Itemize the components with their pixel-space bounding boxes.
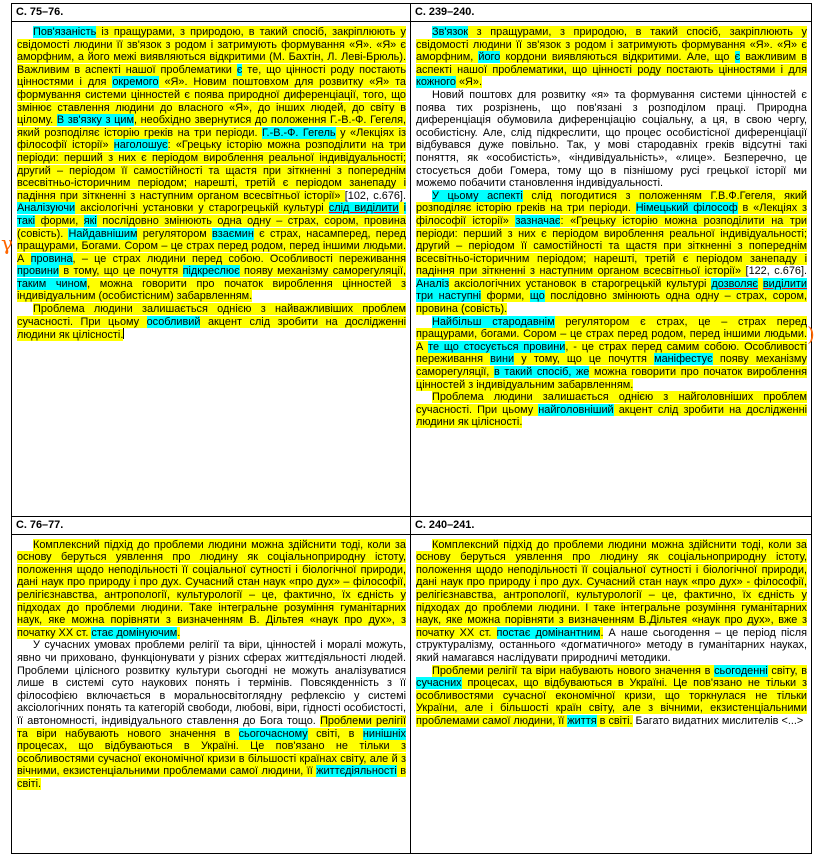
text-run-cyan-highlight: підкреслює [182, 265, 240, 278]
text-run-yellow-highlight: послідовно змінюють одна одну – страх, сором, провина (совість). [17, 214, 406, 240]
text-run: У сучасних умовах проблеми релігії та віри, цінностей і моралі можуть, явно чи приховано, функціонувати у різних сферах життєдіяльності людей. Проблеми цілісного розвитку культури сьогодні не можуть аналізуватися лише в системі суто наукових понять і термінів. Повсякденність з її філософією включається в моральносвітоглядну рефлексію у системі аксіологічних понять та категорій свободи, любові, віри, гідності особистості, її автономності, індивідуального ставлення до Бога тощо. [17, 639, 406, 727]
text-run-cyan-highlight: сьогоденні [714, 664, 768, 677]
paragraph [17, 26, 406, 303]
text-run-cyan-highlight: вини [490, 353, 515, 366]
text-run: [102, с.676]. [344, 189, 406, 202]
header-bottom-right: С. 240–241. [411, 516, 812, 534]
text-run-yellow-highlight: можна говорити про початок вироблення цінностей з індивідуальним забарвленням. [416, 366, 807, 391]
text-run-yellow-highlight: процесах, що відбуваються в Україні. Це пов'язано не тільки з особливостями сучасної економічної кризи в більшості країнах світу, але й з вічними, екзистенціальними проблемами самої людини, її [17, 740, 406, 778]
text-run-yellow-highlight: із пращурами, з природою, в такий спосіб, закріплюють у свідомості людини її зв'язок з родом і затримують формування «Я». «Я» є аморфним, а його межі виявляються відкритими (М. Бахтін, Л. Леві-Брюль). Важливим в аспекті нашої проблематики [17, 26, 406, 76]
text-run-cyan-highlight: дозволяє [711, 277, 758, 290]
text-run-cyan-highlight: У цьому аспекті [432, 189, 523, 202]
header-bottom-left: С. 76–77. [12, 516, 411, 534]
text-run-yellow-highlight: послідовно змінюють одна одну – страх, сором, провина (совість). [416, 290, 808, 316]
text-run-yellow-highlight: . [177, 626, 181, 639]
text-run-cyan-highlight: кожного [416, 76, 456, 89]
cell-top-left [12, 22, 411, 517]
text-run-yellow-highlight: появу механізму саморегуляції, [239, 265, 406, 278]
text-run-cyan-highlight: життя [567, 714, 597, 727]
text-run-cyan-highlight: Аналіз [416, 277, 450, 290]
text-run-yellow-highlight: «Я». Новим поштовхом для розвитку «Я» та формування системи цінностей є поява природної диференціації, того, що змінює ставлення людини до власного «Я», до інших людей, до світу в цілому. [17, 76, 406, 127]
text-run-yellow-highlight: в світі. [17, 765, 407, 790]
text-run-cyan-highlight: Німецький філософ [635, 202, 738, 215]
text-run-cyan-highlight: є [236, 63, 243, 76]
text-run-yellow-highlight: Проблема людини залишається однією з найважливіших проблем сучасності. При цьому [17, 303, 406, 328]
paragraph [416, 190, 807, 316]
text-run-cyan-highlight: є [734, 51, 741, 64]
text-run-yellow-highlight: у тому, що це почуття [514, 353, 655, 366]
paragraph [17, 539, 406, 640]
text-run-cyan-highlight: маніфестує [654, 353, 713, 366]
text-run-yellow-highlight: Проблема людини залишається однією з найголовніших проблем сучасності. При цьому [416, 391, 807, 416]
text-run-cyan-highlight: життєдіяльності [316, 765, 397, 778]
text-run-cyan-highlight: його [478, 51, 501, 64]
text-run-cyan-highlight: стає домінуючим [91, 626, 178, 639]
header-top-left: С. 75–76. [12, 4, 411, 22]
text-run-yellow-highlight: акцент слід зробити на дослідженні людини як цілісності. [416, 403, 808, 429]
text-run-yellow-highlight: , можна говорити про початок вироблення цінностей з індивідуальним (особистісним) забарвленням. [17, 277, 406, 303]
cell-bottom-right [411, 534, 812, 853]
text-run: Новий поштовх для розвитку «я» та формування системи цінностей є поява тих розрізнень, що пов'язані з розподілом праці. Природна диференціація обумовила диференціацію соціальну, а ця, в свою чергу, особистісну. Але, слід підкреслити, що процес особистісної диференціації відбувався дуже повільно. Так, у мові стародавніх греків відсутні такі поняття, як «особистість», «індивідуальність», «лице». Безперечно, це стосується доби Гомера, тому що в пізнішому русі грецької історії ми можемо побачити становлення індивідуальності. [416, 88, 807, 190]
text-run-cyan-highlight: таким чином [17, 277, 88, 290]
margin-mark-right: ) [807, 322, 815, 346]
text-run-yellow-highlight: , необхідно звернутися до положення Г.-В.-Ф. Гегеля, який розподіляє історію греків на три періоди. [17, 114, 406, 139]
text-run-yellow-highlight: у «Лекціях із філософії історії» [17, 126, 406, 152]
text-run-yellow-highlight: появу механізму саморегуляції, [416, 353, 807, 379]
header-top-right: С. 239–240. [411, 4, 812, 22]
text-run-cyan-highlight: зазначає [515, 214, 561, 227]
cell-bottom-left [12, 534, 411, 853]
cell-top-right [411, 22, 812, 517]
text-run-cyan-highlight: окремого [112, 76, 159, 89]
text-run-yellow-highlight: «Я». [455, 76, 482, 89]
paragraph [416, 665, 807, 728]
text-run: Багато видатних мислителів <...> [632, 714, 804, 727]
paragraph [416, 89, 807, 190]
text-run-cyan-highlight: Зв'язок [432, 26, 469, 39]
text-run-cyan-highlight: сьогочасному [238, 727, 308, 740]
paragraph [17, 303, 406, 342]
text-run-cyan-highlight: особливий [146, 315, 201, 328]
text-run-yellow-highlight: слід погодитися з положенням Г.В.Ф.Гегеля, який розподіляє історію греків на три періоди. [416, 189, 807, 215]
text-run-cyan-highlight: Г.-В.-Ф. Гегель [261, 126, 336, 139]
text-run-yellow-highlight: форми, [481, 290, 530, 303]
text-run-yellow-highlight: регулятором [137, 227, 213, 240]
text-run-cyan-highlight: які [83, 214, 97, 227]
text-run-yellow-highlight: в світі. [596, 714, 633, 727]
text-run-cyan-highlight: постає домінантним [496, 626, 601, 639]
paragraph [416, 539, 807, 665]
text-run-yellow-highlight: Проблеми релігії та віри набувають нового значення в [432, 664, 715, 677]
text-run-yellow-highlight: аксіологічних установок в старогрецькій культурі [449, 277, 712, 290]
text-run-yellow-highlight: важливим в аспекті нашої проблематики, що цінності роду постають цінностями і для [416, 51, 807, 76]
text-run-cyan-highlight: нинішніх [362, 727, 406, 740]
text-run-cyan-highlight: що [529, 290, 545, 303]
text-run-cyan-highlight: три наступні [416, 290, 482, 303]
text-run-yellow-highlight: Комплексний підхід до проблеми людини можна здійснити тоді, коли за основу беруться уявлення про людину як соціальноприродну істоту, положення щодо неподільності її соціальної сутності і біологічної природи, дані наук про природу і про дух. Сучасний стан наук «про дух» - філософії, релігієзнавства, антропології, культурології – це, фактично, їх єдність у підходах до проблеми людини. І таке інтегральне розуміння гуманітарних наук, яке можна порівняти з визначенням В.Дільтея «наук про дух», вже з початку ХХ ст. [416, 538, 807, 639]
text-run-cyan-highlight: Аналізуючи [17, 202, 76, 215]
text-run-yellow-highlight: аксіологічні установки у старогрецькій культурі [75, 202, 329, 215]
text-run-yellow-highlight: . [600, 626, 604, 639]
text-run-cyan-highlight: провини [17, 265, 59, 278]
paragraph [416, 26, 807, 89]
text-run-cyan-highlight: В зв'язку з цим [56, 114, 134, 127]
margin-mark-left: γ [1, 231, 13, 255]
text-run-yellow-highlight: світі, в [307, 727, 363, 740]
comparison-table [11, 3, 812, 854]
text-run-yellow-highlight: акцент слід зробити на дослідженні людини як цілісності. [17, 315, 407, 342]
text-cursor [123, 328, 124, 339]
text-run-cyan-highlight: сучасних [416, 677, 462, 690]
text-run-cyan-highlight: Найбільш стародавнім [432, 315, 555, 328]
text-run-cyan-highlight: найголовніший [538, 403, 614, 416]
text-run-cyan-highlight: взаємин [212, 227, 254, 240]
text-run-yellow-highlight: регулятором є страх, це – страх перед пращурами, богами. Сором – це страх перед родом, перед іншими людьми. А [416, 315, 807, 353]
text-run-cyan-highlight: виділити [762, 277, 807, 290]
text-run-cyan-highlight: те що стосується провини [428, 340, 566, 353]
text-run-cyan-highlight: наголошує [113, 139, 168, 152]
text-run: [122, с.676]. [745, 265, 807, 278]
text-run: А наше сьогодення – це період після структуралізму, останнього «догматичного» методу в гуманітарних науках, який намагався наслідувати природничі методики. [416, 626, 807, 664]
text-run-cyan-highlight: провина [30, 252, 73, 265]
text-run-yellow-highlight: : «Грецьку історію можна розподілити на три періоди: перший з них є періодом вироблення реальної індивідуальності; другий – періодом її самостійності та щастя при зіткненні з попереднім всесвітньо-історичним періодом; нарешті, третій є періодом занепаду і падіння при зіткненні з наступним органом всесвітньої історії» [416, 214, 808, 278]
text-run-cyan-highlight: Найдавнішим [68, 227, 138, 240]
text-run-yellow-highlight: в «Лекціях з філософії історії» [416, 202, 808, 227]
paragraph [17, 639, 406, 790]
text-run-cyan-highlight: і такі [17, 202, 406, 227]
text-run-yellow-highlight: процесах, що відбуваються в Україні. Це пов'язано не тільки з особливостями сучасної економічної кризи, що торкнулася не тільки України, але і більшості країн світу, але з вічними, екзистенціальними проблемами самої людини, її [416, 677, 807, 727]
text-run-cyan-highlight: слід виділити [328, 202, 399, 215]
paragraph [416, 316, 807, 392]
paragraph [416, 391, 807, 429]
text-run-yellow-highlight: : «Грецьку історію можна розподілити на три періоди: перший з них є періодом вироблення реальної індивідуальності; другий – періодом її самостійності та щастя при зіткненні з попереднім всесвітньо-історичним періодом; нарешті, третій є періодом занепаду і падіння при зіткненні з наступним органом всесвітньої історії» [17, 139, 406, 202]
text-run-yellow-highlight: те, що цінності роду постають цінностями і для [17, 63, 406, 89]
text-run-yellow-highlight [399, 202, 404, 214]
text-run-yellow-highlight: з пращурами, з природою, в такий спосіб, закріплюють у свідомості людини її зв'язок з родом і затримують формування «Я». «Я» є аморфним, [416, 26, 807, 64]
text-run-cyan-highlight: Пов'язаність [33, 26, 97, 39]
text-run-yellow-highlight: , - це страх перед самим собою. Особливості переживання [416, 340, 807, 366]
text-run-yellow-highlight: форми, [35, 214, 84, 227]
text-run-yellow-highlight: в тому, що це почуття [58, 265, 183, 278]
text-run-cyan-highlight: в такий спосіб, же [493, 366, 590, 379]
text-run-yellow-highlight: є страх, насамперед, перед пращурами, Богами. Сором – це страх перед родом, перед іншими людьми. А [17, 227, 406, 265]
text-run-yellow-highlight: , – це страх людини перед собою. Особливості переживання [72, 252, 406, 265]
text-run-yellow-highlight: Проблеми релігії та віри набувають нового значення в [17, 714, 406, 740]
text-run-yellow-highlight: кордони виявляються відкритими. Але, що [500, 51, 735, 64]
text-run-yellow-highlight: Комплексний підхід до проблеми людини можна здійснити тоді, коли за основу беруться уявлення про людину як соціальноприродну істоту, положення щодо неподільності її соціальної сутності і біологічної природи, дані наук про природу і про дух. Сучасний стан наук «про дух» – філософії, релігієзнавства, антропології, культурології – це, фактично, їх єдність у підходах до проблеми людини. Таке інтегральне розуміння гуманітарних наук, яке можна порівняти з визначенням В. Дільтея «наук про дух», з початку ХХ ст. [17, 538, 406, 639]
text-run-yellow-highlight: світу, в [767, 664, 807, 677]
